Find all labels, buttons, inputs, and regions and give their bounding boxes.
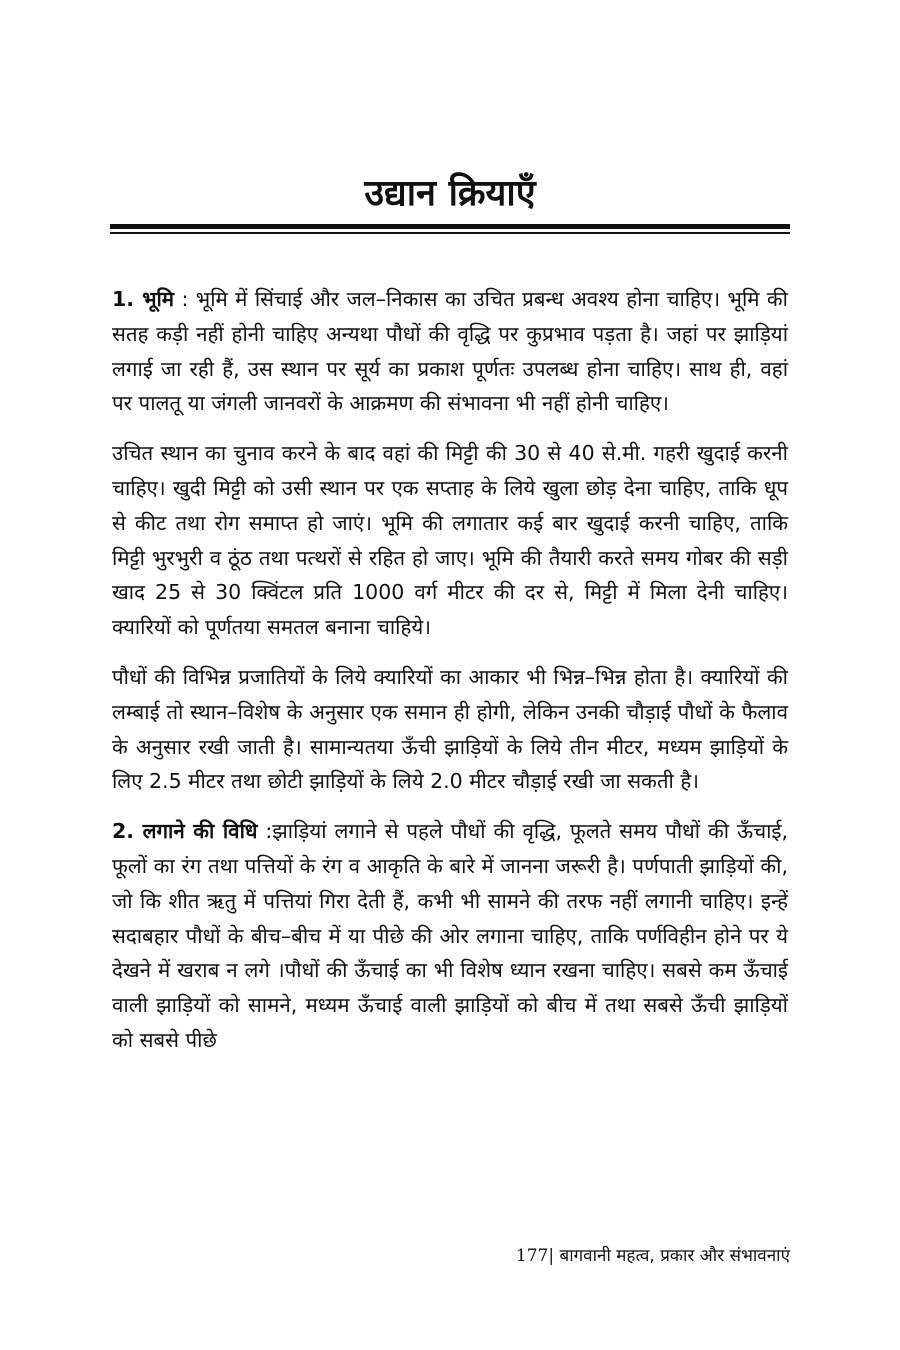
section-heading-soil: 1. भूमि (112, 287, 175, 311)
title-rule-thin (110, 232, 790, 234)
page-title: उद्यान क्रियाएँ (364, 173, 536, 214)
body-text (112, 282, 788, 1073)
paragraph-bed-size (112, 660, 788, 799)
book-title: बागवानी महत्व, प्रकार और संभावनाएं (554, 1246, 790, 1266)
paragraph-text: पौधों की विभिन्न प्रजातियों के लिये क्यारियों का आकार भी भिन्न–भिन्न होता है। क्यारियों की लम्बाई तो स्थान–विशेष के अनुसार एक समान ही होगी, लेकिन उनकी चौड़ाई पौधों के फैलाव के अनुसार रखी जाती है। सामान्यतया ऊँची झाड़ियों के लिये तीन मीटर, मध्यम झाड़ियों के लिए 2.5 मीटर तथा छोटी झाड़ियों के लिये 2.0 मीटर चौड़ाई रखी जा सकती है। (112, 664, 788, 794)
section-heading-planting-method: 2. लगाने की विधि (112, 819, 258, 844)
paragraph-text: :झाड़ियां लगाने से पहले पौधों की वृद्धि, फूलते समय पौधों की ऊँचाई, फूलों का रंग तथा पत्तियों के रंग व आकृति के बारे में जानना जरूरी है। पर्णपाती झाड़ियों की, जो कि शीत ऋतु में पत्तियां गिरा देती हैं, कभी भी सामने की तरफ नहीं लगानी चाहिए। इन्हें सदाबहार पौधों के बीच–बीच में या पीछे की ओर लगाना चाहिए, ताकि पर्णविहीन होने पर ये देखने में खराब न लगे ।पौधों की ऊँचाई का भी विशेष ध्यान रखना चाहिए। सबसे कम ऊँचाई वाली झाड़ियों को सामने, मध्यम ऊँचाई वाली झाड़ियों को बीच में तथा सबसे ऊँची झाड़ियों को सबसे पीछे (112, 819, 788, 1052)
paragraph-site-preparation (112, 436, 788, 645)
page-number: 177 (515, 1246, 549, 1266)
paragraph-text: : भूमि में सिंचाई और जल–निकास का उचित प्रबन्ध अवश्य होना चाहिए। भूमि की सतह कड़ी नहीं होनी चाहिए अन्यथा पौधों की वृद्धि पर कुप्रभाव पड़ता है। जहां पर झाड़ियां लगाई जा रही हैं, उस स्थान पर सूर्य का प्रकाश पूर्णतः उपलब्ध होना चाहिए। साथ ही, वहां पर पालतू या जंगली जानवरों के आक्रमण की संभावना भी नहीं होनी चाहिए। (112, 287, 788, 416)
footer-separator: | (548, 1246, 555, 1266)
title-rule-thick (110, 224, 790, 229)
paragraph-text: उचित स्थान का चुनाव करने के बाद वहां की मिट्टी की 30 से 40 से.मी. गहरी खुदाई करनी चाहिए। खुदी मिट्टी को उसी स्थान पर एक सप्ताह के लिये खुला छोड़ देना चाहिए, ताकि धूप से कीट तथा रोग समाप्त हो जाएं। भूमि की लगातार कई बार खुदाई करनी चाहिए, ताकि मिट्टी भुरभुरी व ठूंठ तथा पत्थरों से रहित हो जाए। भूमि की तैयारी करते समय गोबर की सड़ी खाद 25 से 30 क्विंटल प्रति 1000 वर्ग मीटर की दर से, मिट्टी में मिला देनी चाहिए। क्यारियों को पूर्णतया समतल बनाना चाहिये। (112, 441, 788, 640)
page-footer (516, 1244, 790, 1268)
paragraph-planting-method (112, 814, 788, 1058)
paragraph-soil (112, 282, 788, 421)
